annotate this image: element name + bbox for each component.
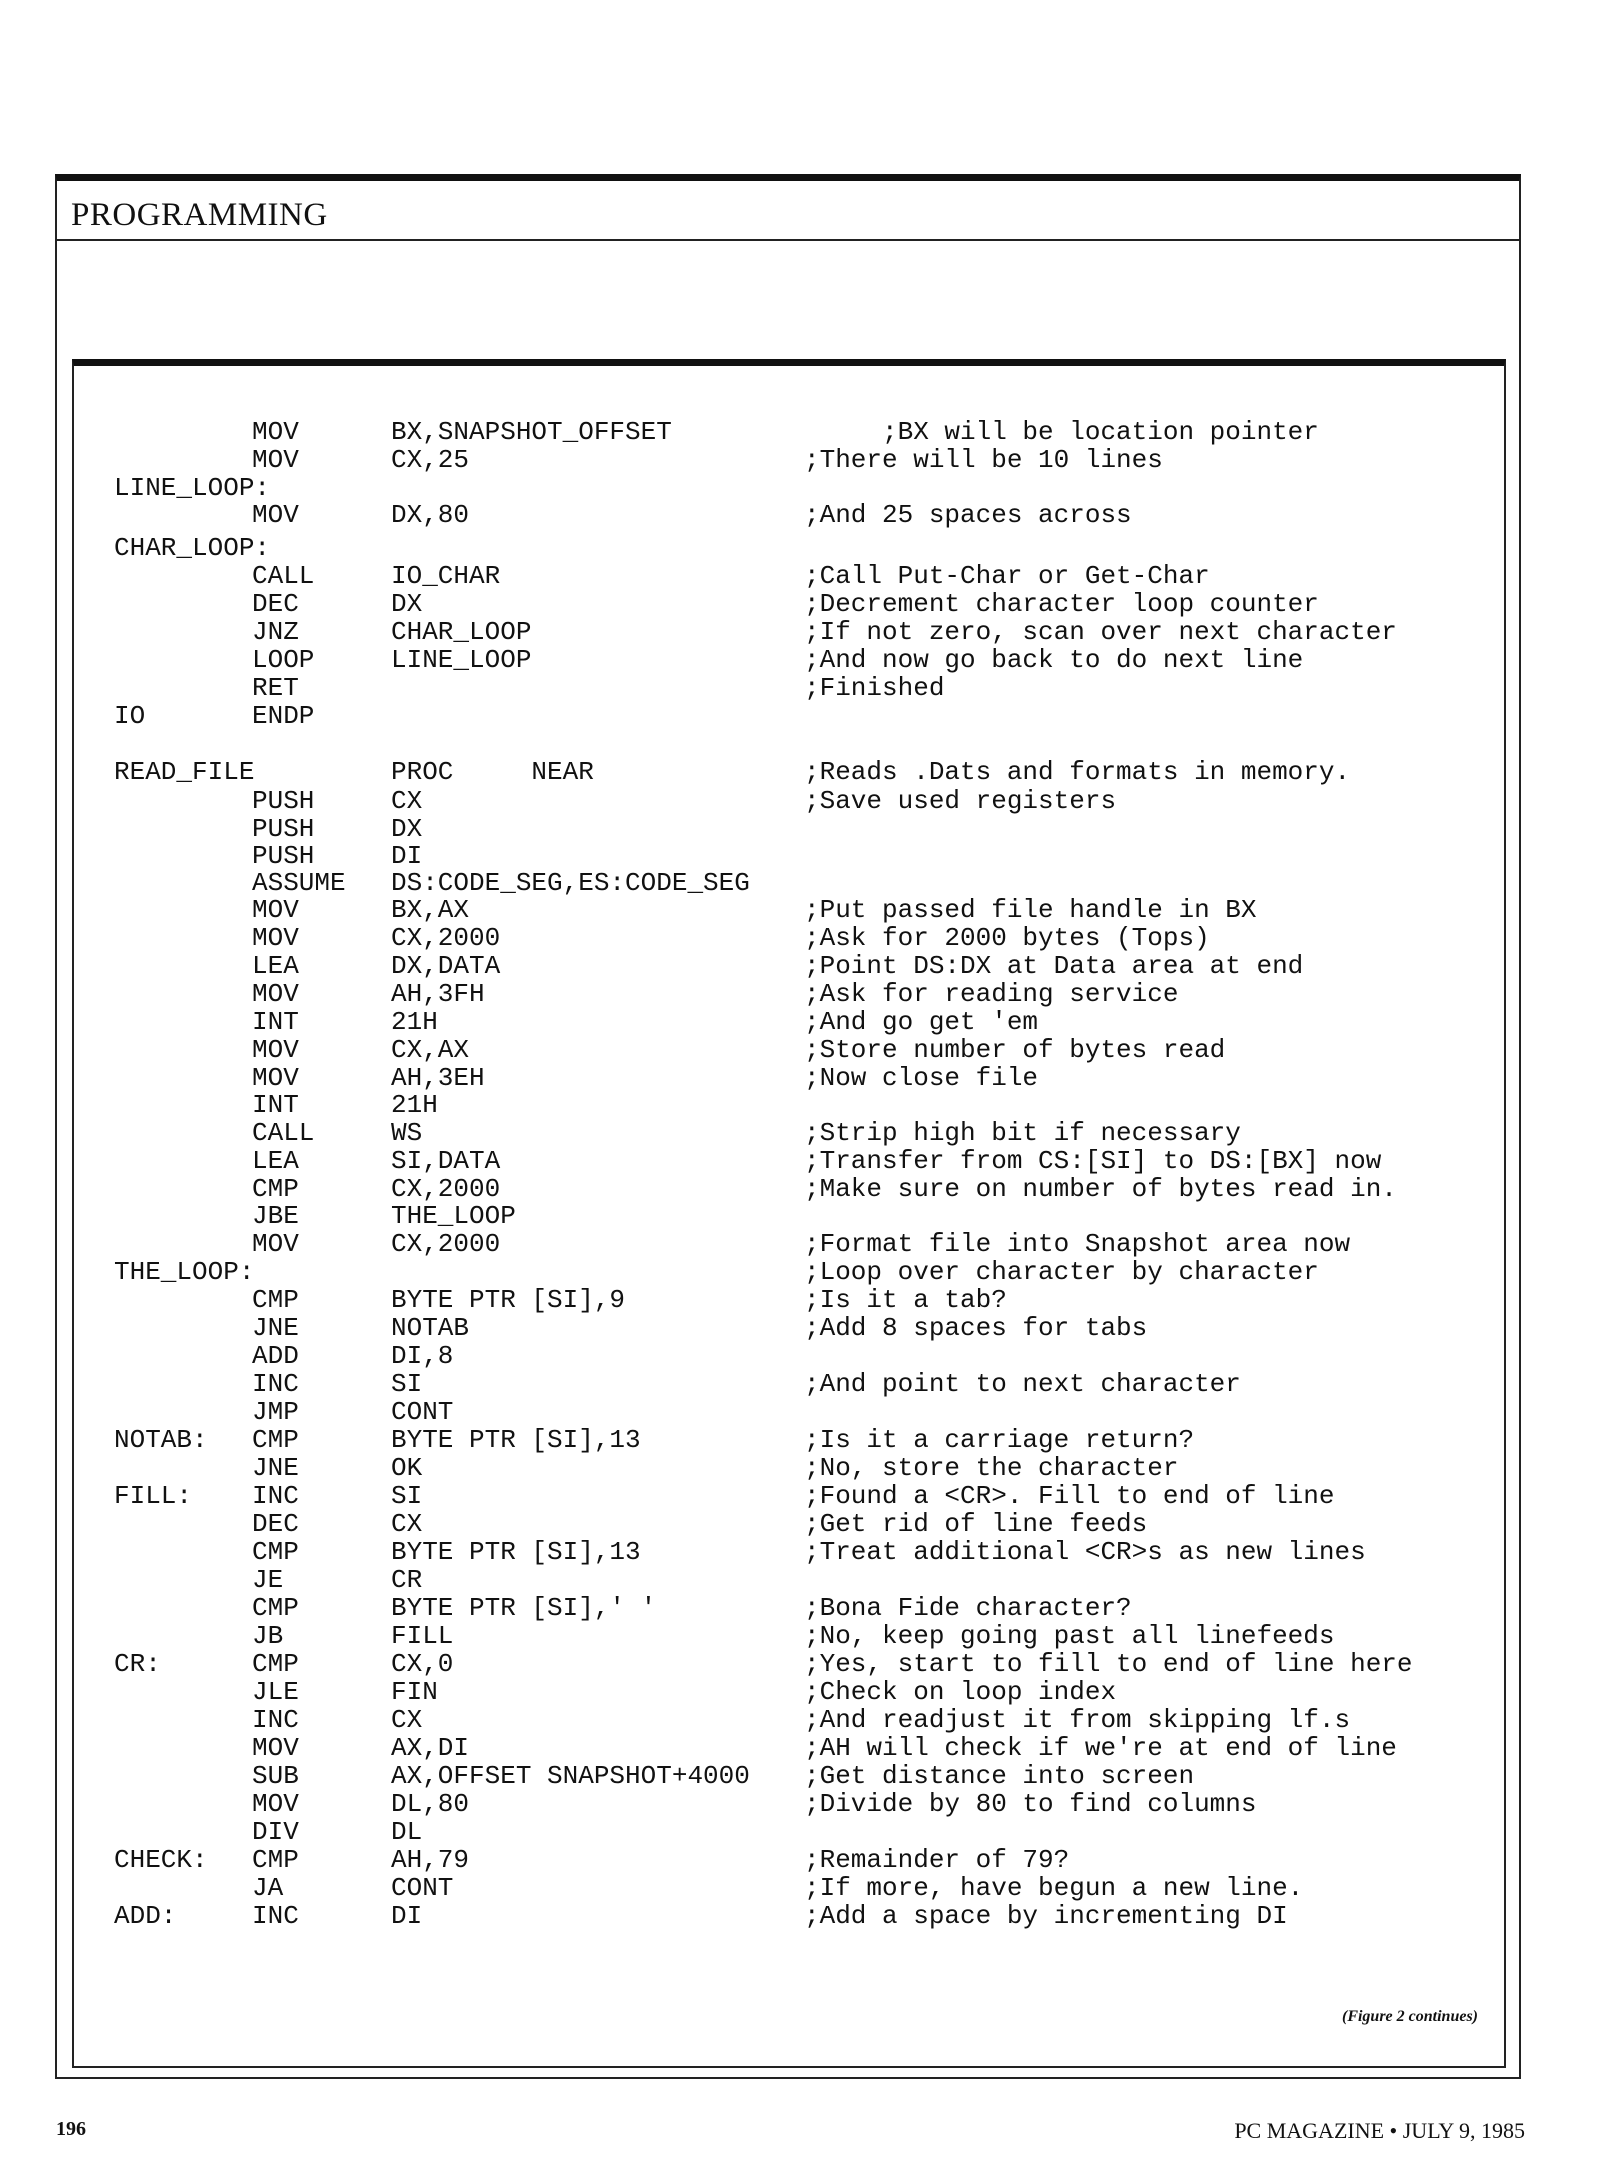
code-opcode: RET: [252, 673, 299, 703]
code-line: [74, 590, 1504, 618]
code-line: [74, 1454, 1504, 1482]
code-operands: CHAR_LOOP: [391, 617, 532, 647]
code-comment: ;Now close file: [804, 1063, 1039, 1093]
code-opcode: JE: [252, 1565, 284, 1595]
figure-continues-note: (Figure 2 continues): [1341, 2008, 1478, 2025]
code-opcode: CMP: [252, 1845, 299, 1875]
code-opcode: PUSH: [252, 841, 315, 871]
code-label: ADD:: [114, 1901, 177, 1931]
code-opcode: MOV: [252, 500, 299, 530]
code-operands: NOTAB: [391, 1313, 470, 1343]
code-comment: ;Remainder of 79?: [804, 1845, 1070, 1875]
code-line: [74, 1566, 1504, 1594]
code-opcode: ENDP: [252, 701, 315, 731]
code-line: [74, 1762, 1504, 1790]
code-line: [74, 1147, 1504, 1175]
code-comment: ;Reads .Dats and formats in memory.: [804, 757, 1351, 787]
section-header: [57, 181, 1519, 241]
code-line: [74, 952, 1504, 980]
code-opcode: MOV: [252, 1035, 299, 1065]
code-comment: ;Ask for reading service: [804, 979, 1179, 1009]
code-comment: ;Get distance into screen: [804, 1761, 1195, 1791]
code-opcode: INT: [252, 1090, 299, 1120]
code-opcode: LEA: [252, 951, 299, 981]
page-number: 196: [56, 2118, 86, 2140]
code-label: FILL:: [114, 1481, 193, 1511]
code-opcode: MOV: [252, 1063, 299, 1093]
code-operands: AH,79: [391, 1845, 470, 1875]
code-operands: DS:CODE_SEG,ES:CODE_SEG: [391, 868, 750, 898]
code-opcode: SUB: [252, 1761, 299, 1791]
code-line: [74, 1064, 1504, 1092]
code-line: [74, 1594, 1504, 1622]
code-operands: BYTE PTR [SI],' ': [391, 1593, 657, 1623]
code-operands: FIN: [391, 1677, 438, 1707]
code-line: [74, 618, 1504, 646]
code-operands: CX: [391, 1705, 423, 1735]
code-opcode: JNE: [252, 1453, 299, 1483]
code-opcode: CMP: [252, 1425, 299, 1455]
code-operands: DI: [391, 841, 423, 871]
code-comment: ;Divide by 80 to find columns: [804, 1789, 1257, 1819]
code-line: [74, 646, 1504, 674]
code-operands: AX,DI: [391, 1733, 470, 1763]
code-opcode: PUSH: [252, 786, 315, 816]
code-line: [74, 815, 1504, 843]
code-label: IO: [114, 701, 146, 731]
code-line: [74, 1706, 1504, 1734]
code-operands: DX: [391, 814, 423, 844]
code-comment: ;Format file into Snapshot area now: [804, 1229, 1351, 1259]
code-operands: CONT: [391, 1397, 454, 1427]
code-opcode: JNE: [252, 1313, 299, 1343]
code-opcode: CMP: [252, 1174, 299, 1204]
code-line: [74, 1342, 1504, 1370]
code-comment: ;Add a space by incrementing DI: [804, 1901, 1288, 1931]
code-operands: SI,DATA: [391, 1146, 501, 1176]
code-line: [74, 1650, 1504, 1678]
code-line: [74, 1370, 1504, 1398]
code-line: [74, 1538, 1504, 1566]
code-line: [74, 842, 1504, 870]
magazine-footer: PC MAGAZINE • JULY 9, 1985: [1234, 2118, 1525, 2143]
code-opcode: DEC: [252, 1509, 299, 1539]
code-line: [74, 1622, 1504, 1650]
code-opcode: JBE: [252, 1201, 299, 1231]
code-operands: CX,25: [391, 445, 470, 475]
code-listing: [74, 366, 1504, 2066]
code-comment: ;And readjust it from skipping lf.s: [804, 1705, 1351, 1735]
code-line: [74, 1175, 1504, 1203]
code-line: [74, 1119, 1504, 1147]
code-comment: ;Add 8 spaces for tabs: [804, 1313, 1148, 1343]
code-comment: ;And now go back to do next line: [804, 645, 1304, 675]
code-line: [74, 980, 1504, 1008]
code-comment: ;Call Put-Char or Get-Char: [804, 561, 1210, 591]
code-operands: CX,AX: [391, 1035, 470, 1065]
code-line: [74, 924, 1504, 952]
code-opcode: MOV: [252, 445, 299, 475]
code-comment: ;BX will be location pointer: [804, 417, 1319, 447]
code-opcode: ADD: [252, 1341, 299, 1371]
code-opcode: JLE: [252, 1677, 299, 1707]
code-line: [74, 869, 1504, 897]
code-line: [74, 1426, 1504, 1454]
code-line: [74, 896, 1504, 924]
code-line: [74, 1482, 1504, 1510]
code-opcode: MOV: [252, 979, 299, 1009]
code-comment: ;Store number of bytes read: [804, 1035, 1226, 1065]
code-comment: ;There will be 10 lines: [804, 445, 1163, 475]
code-opcode: INC: [252, 1705, 299, 1735]
code-opcode: CALL: [252, 561, 315, 591]
code-operands: AX,OFFSET SNAPSHOT+4000: [391, 1761, 750, 1791]
code-line: [74, 758, 1504, 786]
code-comment: ;Transfer from CS:[SI] to DS:[BX] now: [804, 1146, 1382, 1176]
code-operands: BYTE PTR [SI],9: [391, 1285, 626, 1315]
code-opcode: LEA: [252, 1146, 299, 1176]
code-comment: ;No, keep going past all linefeeds: [804, 1621, 1335, 1651]
code-operands: DX,80: [391, 500, 470, 530]
code-line: [74, 562, 1504, 590]
code-opcode: JB: [252, 1621, 284, 1651]
code-line: [74, 1398, 1504, 1426]
code-operands: DI,8: [391, 1341, 454, 1371]
code-line: [74, 1036, 1504, 1064]
code-opcode: INC: [252, 1481, 299, 1511]
code-comment: ;If more, have begun a new line.: [804, 1873, 1304, 1903]
code-operands: FILL: [391, 1621, 454, 1651]
code-opcode: CMP: [252, 1285, 299, 1315]
code-comment: ;Is it a carriage return?: [804, 1425, 1195, 1455]
code-label: READ_FILE: [114, 757, 255, 787]
code-line: [74, 1902, 1504, 1930]
code-operands: DL: [391, 1817, 423, 1847]
code-comment: ;And 25 spaces across: [804, 500, 1132, 530]
code-line: [74, 674, 1504, 702]
code-opcode: ASSUME: [252, 868, 346, 898]
code-line: [74, 501, 1504, 529]
code-operands: CX: [391, 786, 423, 816]
code-comment: ;Get rid of line feeds: [804, 1509, 1148, 1539]
code-line: [74, 534, 1504, 562]
code-comment: ;Put passed file handle in BX: [804, 895, 1257, 925]
code-line: [74, 1286, 1504, 1314]
code-comment: ;Yes, start to fill to end of line here: [804, 1649, 1413, 1679]
code-operands: PROC NEAR: [391, 757, 594, 787]
code-line: [74, 1202, 1504, 1230]
code-opcode: CALL: [252, 1118, 315, 1148]
code-opcode: MOV: [252, 1229, 299, 1259]
code-operands: AH,3EH: [391, 1063, 485, 1093]
code-line: [74, 1008, 1504, 1036]
code-opcode: CMP: [252, 1593, 299, 1623]
code-opcode: JNZ: [252, 617, 299, 647]
code-operands: IO_CHAR: [391, 561, 501, 591]
code-operands: BX,AX: [391, 895, 470, 925]
code-operands: 21H: [391, 1007, 438, 1037]
code-line: [74, 474, 1504, 502]
code-line: [74, 1314, 1504, 1342]
code-opcode: CMP: [252, 1649, 299, 1679]
code-operands: WS: [391, 1118, 423, 1148]
code-operands: SI: [391, 1369, 423, 1399]
code-opcode: INC: [252, 1901, 299, 1931]
code-line: [74, 1230, 1504, 1258]
code-comment: ;AH will check if we're at end of line: [804, 1733, 1397, 1763]
code-opcode: JA: [252, 1873, 284, 1903]
code-operands: OK: [391, 1453, 423, 1483]
code-opcode: MOV: [252, 1733, 299, 1763]
code-line: [74, 1818, 1504, 1846]
code-operands: CX: [391, 1509, 423, 1539]
code-opcode: CMP: [252, 1537, 299, 1567]
code-line: [74, 446, 1504, 474]
code-operands: DI: [391, 1901, 423, 1931]
code-comment: ;Save used registers: [804, 786, 1117, 816]
code-operands: BYTE PTR [SI],13: [391, 1537, 641, 1567]
code-label: NOTAB:: [114, 1425, 208, 1455]
code-comment: ;Point DS:DX at Data area at end: [804, 951, 1304, 981]
code-line: [74, 787, 1504, 815]
code-operands: 21H: [391, 1090, 438, 1120]
code-opcode: MOV: [252, 1789, 299, 1819]
code-comment: ;Finished: [804, 673, 945, 703]
code-comment: ;Treat additional <CR>s as new lines: [804, 1537, 1366, 1567]
code-comment: ;Found a <CR>. Fill to end of line: [804, 1481, 1335, 1511]
code-line: [74, 1510, 1504, 1538]
code-comment: ;Is it a tab?: [804, 1285, 1007, 1315]
section-title: PROGRAMMING: [71, 197, 328, 233]
code-operands: CR: [391, 1565, 423, 1595]
code-opcode: MOV: [252, 417, 299, 447]
code-operands: CX,2000: [391, 1229, 501, 1259]
code-comment: ;If not zero, scan over next character: [804, 617, 1397, 647]
code-opcode: INT: [252, 1007, 299, 1037]
code-comment: ;No, store the character: [804, 1453, 1179, 1483]
code-operands: CX,2000: [391, 1174, 501, 1204]
code-line: [74, 1846, 1504, 1874]
code-comment: ;Bona Fide character?: [804, 1593, 1132, 1623]
code-line: [74, 702, 1504, 730]
code-comment: ;And go get 'em: [804, 1007, 1039, 1037]
code-line: [74, 1258, 1504, 1286]
code-opcode: DEC: [252, 589, 299, 619]
code-line: [74, 1678, 1504, 1706]
code-listing-box: [72, 359, 1506, 2068]
code-line: [74, 1874, 1504, 1902]
code-operands: CONT: [391, 1873, 454, 1903]
code-comment: ;Loop over character by character: [804, 1257, 1319, 1287]
code-comment: ;Strip high bit if necessary: [804, 1118, 1241, 1148]
code-line: [74, 1091, 1504, 1119]
code-operands: SI: [391, 1481, 423, 1511]
code-operands: AH,3FH: [391, 979, 485, 1009]
code-line: [74, 418, 1504, 446]
code-label: CHAR_LOOP:: [114, 533, 271, 563]
code-comment: ;And point to next character: [804, 1369, 1241, 1399]
code-operands: LINE_LOOP: [391, 645, 532, 675]
code-operands: CX,0: [391, 1649, 454, 1679]
code-comment: ;Decrement character loop counter: [804, 589, 1319, 619]
code-operands: THE_LOOP: [391, 1201, 516, 1231]
code-line: [74, 1790, 1504, 1818]
code-label: LINE_LOOP:: [114, 473, 271, 503]
code-operands: CX,2000: [391, 923, 501, 953]
code-comment: ;Ask for 2000 bytes (Tops): [804, 923, 1210, 953]
code-opcode: INC: [252, 1369, 299, 1399]
code-opcode: DIV: [252, 1817, 299, 1847]
code-operands: DL,80: [391, 1789, 470, 1819]
code-opcode: JMP: [252, 1397, 299, 1427]
code-operands: DX,DATA: [391, 951, 501, 981]
code-operands: BX,SNAPSHOT_OFFSET: [391, 417, 672, 447]
code-label: THE_LOOP:: [114, 1257, 255, 1287]
code-opcode: MOV: [252, 895, 299, 925]
code-operands: BYTE PTR [SI],13: [391, 1425, 641, 1455]
code-opcode: LOOP: [252, 645, 315, 675]
code-line: [74, 1734, 1504, 1762]
code-operands: DX: [391, 589, 423, 619]
code-label: CR:: [114, 1649, 161, 1679]
code-comment: ;Make sure on number of bytes read in.: [804, 1174, 1397, 1204]
code-opcode: MOV: [252, 923, 299, 953]
code-comment: ;Check on loop index: [804, 1677, 1117, 1707]
code-opcode: PUSH: [252, 814, 315, 844]
code-label: CHECK:: [114, 1845, 208, 1875]
